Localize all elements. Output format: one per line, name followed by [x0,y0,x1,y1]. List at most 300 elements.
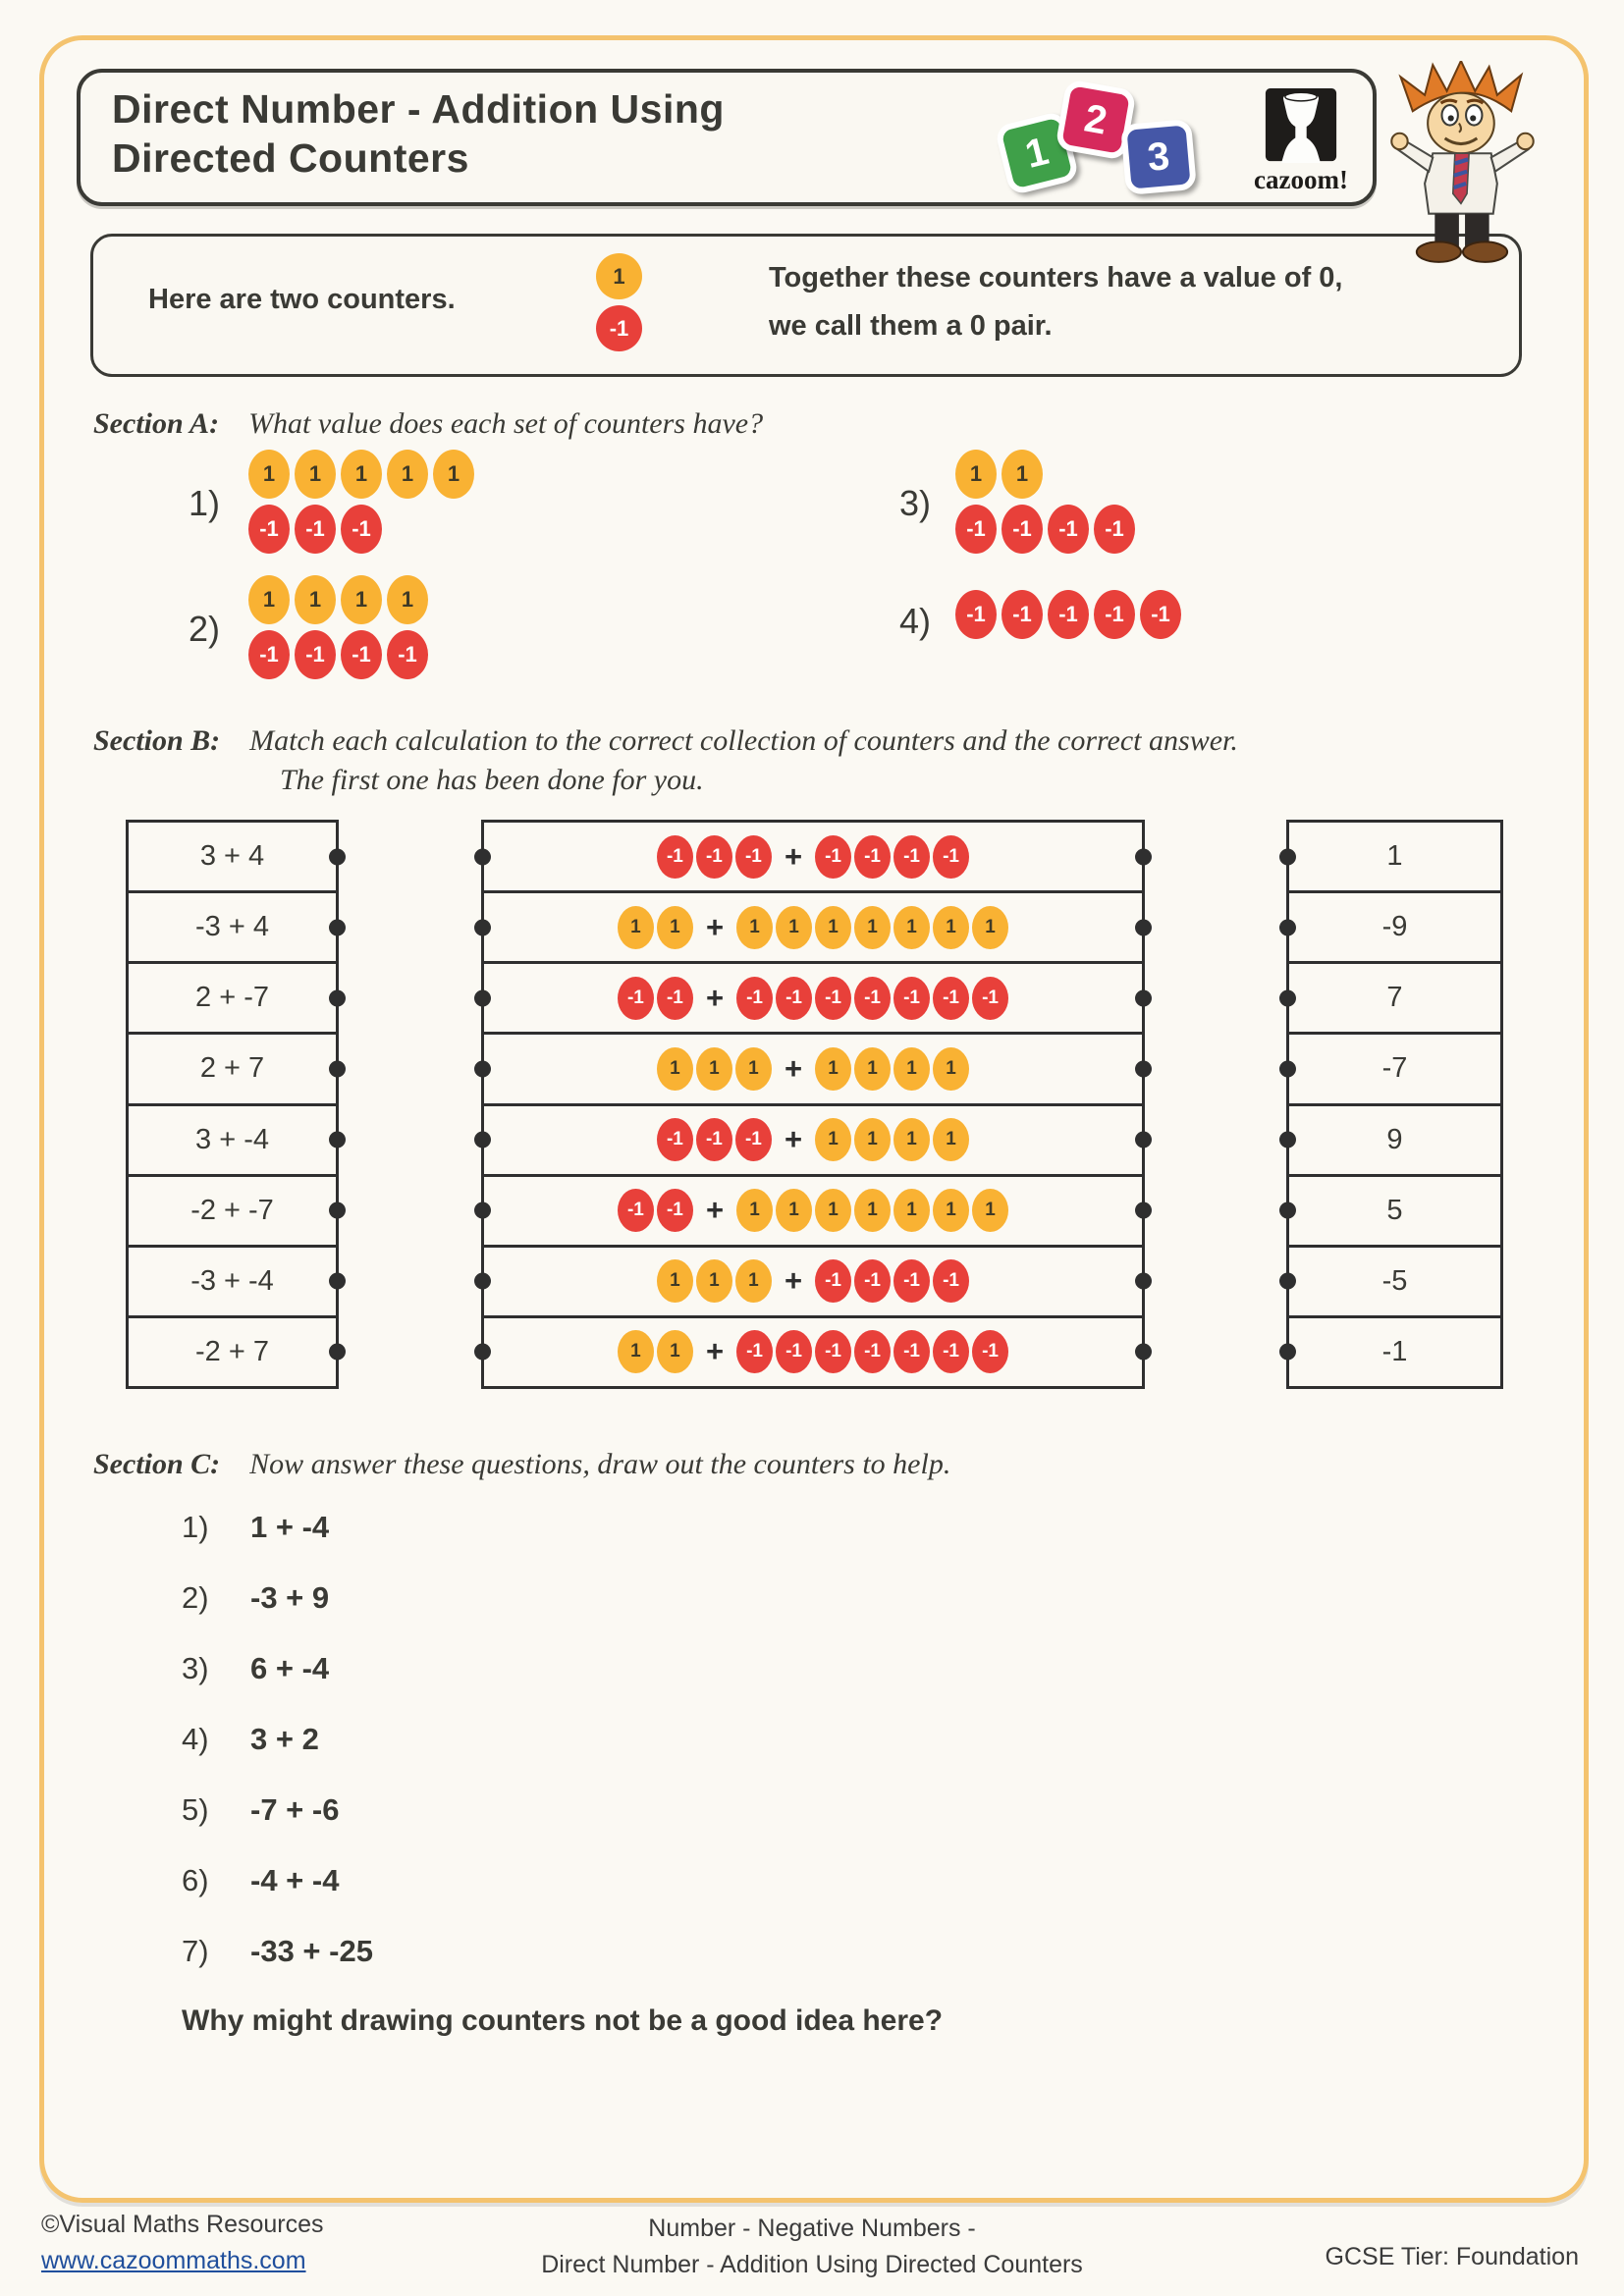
negative-counter [776,1330,812,1373]
answer-label: 7 [1386,982,1403,1014]
calculation-label: -3 + -4 [190,1264,274,1297]
positive-counter [776,906,812,949]
counter-value: 1 [946,916,956,937]
counter-value: -1 [903,1270,920,1292]
positive-counter [854,1189,891,1232]
connector-dot [1279,1202,1296,1219]
answer-label: -5 [1381,1264,1408,1297]
negative-counter [248,630,290,679]
calculation-cell [129,1248,336,1318]
question-expression: -33 + -25 [250,1934,373,1968]
counter-value: 1 [447,461,460,486]
counter-value: -1 [398,642,417,667]
connector-dot [329,1202,346,1219]
negative-counter [341,630,382,679]
123-tiles-logo [1001,86,1208,194]
counter-value: 1 [354,461,368,486]
counter-row [248,575,428,624]
item-4-number: 4) [899,601,932,641]
counter-value: -1 [705,845,723,867]
matching-calculations-column [126,820,339,1389]
counter-value: -1 [609,315,629,341]
positive-counter [433,450,474,499]
counter-row [955,450,1135,499]
answer-label: 9 [1386,1123,1403,1155]
connector-dot [329,1273,346,1290]
positive-counter [854,1047,891,1091]
connector-dot [1279,1132,1296,1148]
positive-counter [893,906,930,949]
counter-value: -1 [982,987,999,1008]
counter-value: -1 [705,1129,723,1150]
counter-value: -1 [746,987,763,1008]
negative-counter [696,835,732,879]
copyright-text: ©Visual Maths Resources [41,2211,324,2238]
counter-value: -1 [666,1200,683,1221]
logo-tile-2: 2 [1055,79,1136,160]
section-c-label: Section C: [93,1448,221,1480]
counter-value: 1 [828,916,839,937]
item-4-counters [955,590,1181,645]
question-number: 5) [182,1792,209,1827]
negative-counter [893,835,930,879]
counter-group-second [815,1259,969,1303]
negative-counter [815,1259,851,1303]
negative-counter [933,835,969,879]
counter-collection-cell [484,1318,1142,1386]
positive-counter [657,1047,693,1091]
counter-value: 1 [867,1200,878,1221]
connector-dot [1135,1132,1152,1148]
positive-counter [295,450,336,499]
item-3-number: 3) [899,483,932,523]
connector-dot [329,1060,346,1077]
answer-label: -9 [1381,911,1408,943]
counter-value: -1 [1151,602,1170,626]
question-expression: 3 + 2 [250,1722,319,1756]
counter-value: -1 [943,1341,959,1362]
counter-group-second [736,977,1008,1020]
counter-value: 1 [262,587,276,612]
counter-value: 1 [709,1270,720,1292]
question-expression: 1 + -4 [250,1510,330,1544]
answer-cell [1289,1318,1500,1386]
positive-counter [933,906,969,949]
counter-value: -1 [966,602,986,626]
answer-cell [1289,823,1500,893]
connector-dot [1135,1344,1152,1361]
connector-dot [329,1132,346,1148]
section-a-heading [93,407,763,441]
counter-group-first [618,906,693,949]
answer-cell [1289,1035,1500,1105]
positive-counter [972,906,1008,949]
negative-counter [854,1259,891,1303]
counter-collection-cell [484,1106,1142,1177]
item-2-counters [248,575,428,685]
section-c-heading [93,1448,950,1481]
counter-group-second [815,1118,969,1161]
negative-counter [854,835,891,879]
counter-row [955,590,1181,639]
question-row [182,1792,943,1828]
negative-counter [1140,590,1181,639]
negative-counter [657,835,693,879]
negative-counter [1048,505,1089,554]
counter-group-second [736,1189,1008,1232]
negative-counter [696,1118,732,1161]
question-number: 1) [182,1510,209,1544]
section-b-instruction-2: The first one has been done for you. [280,764,704,796]
counter-value: -1 [744,1129,762,1150]
counter-row [248,450,474,499]
counter-value: -1 [785,987,802,1008]
counter-value: -1 [864,1341,881,1362]
matching-counters-column [481,820,1145,1389]
counter-value: -1 [666,1129,683,1150]
positive-counter [893,1118,930,1161]
calculation-cell [129,964,336,1035]
cazoom-drum-icon [1264,88,1338,165]
connector-dot [1135,989,1152,1006]
footer-left [41,2207,324,2279]
negative-counter [736,1330,773,1373]
counter-value: 1 [748,1057,759,1079]
counter-value: -1 [305,642,325,667]
calculation-cell [129,893,336,964]
counter-value: -1 [943,987,959,1008]
connector-dot [1135,848,1152,865]
counter-value: 1 [828,1200,839,1221]
connector-dot [474,848,491,865]
positive-counter [933,1118,969,1161]
connector-dot [1279,1344,1296,1361]
negative-counter [1094,590,1135,639]
positive-counter [618,1330,654,1373]
item-2-number: 2) [189,609,221,649]
negative-counter [776,977,812,1020]
section-c-question-list [182,1510,943,2038]
negative-counter [972,977,1008,1020]
positive-counter [776,1189,812,1232]
negative-counter [657,1189,693,1232]
counter-collection-cell [484,964,1142,1035]
connector-dot [474,989,491,1006]
question-expression: 6 + -4 [250,1651,330,1685]
counter-value: 1 [401,587,414,612]
question-row [182,1934,943,1969]
counter-value: 1 [788,916,799,937]
connector-dot [474,1273,491,1290]
plus-sign: + [705,1334,725,1369]
connector-dot [1279,989,1296,1006]
info-right-line1: Together these counters have a value of 0, [769,262,1343,294]
counter-value: 1 [867,916,878,937]
negative-counter [295,630,336,679]
positive-counter [618,906,654,949]
positive-counter [735,1259,772,1303]
logo-tile-1: 1 [994,110,1079,195]
connector-dot [474,1344,491,1361]
counter-value: -1 [864,845,881,867]
counter-value: 1 [670,916,680,937]
cazoom-logo [1237,88,1365,195]
section-b-heading [93,724,1488,797]
counter-group-first [657,1118,772,1161]
negative-counter [618,1189,654,1232]
counter-value: 1 [867,1057,878,1079]
negative-counter [893,1330,930,1373]
plus-sign: + [705,909,725,944]
calculation-cell [129,1318,336,1386]
answer-label: 5 [1386,1194,1403,1226]
counter-group-first [657,1259,772,1303]
calculation-label: 3 + -4 [195,1123,269,1155]
question-number: 6) [182,1863,209,1897]
counter-value: -1 [825,1341,841,1362]
plus-sign: + [784,1263,803,1299]
counter-value: -1 [825,987,841,1008]
connector-dot [1279,1060,1296,1077]
plus-sign: + [705,980,725,1015]
negative-counter [893,977,930,1020]
website-link[interactable]: www.cazoommaths.com [41,2247,306,2274]
question-row [182,1863,943,1898]
answer-label: -7 [1381,1052,1408,1085]
connector-dot [1279,919,1296,935]
negative-counter [735,1118,772,1161]
footer-center [321,2211,1303,2283]
counter-value: 1 [906,1057,917,1079]
counter-value: -1 [864,987,881,1008]
counter-value: 1 [354,587,368,612]
counter-value: -1 [1058,516,1078,541]
counter-value: -1 [943,845,959,867]
answer-label: 1 [1386,840,1403,873]
question-number: 7) [182,1934,209,1968]
answer-label: -1 [1381,1335,1408,1367]
positive-counter [815,906,851,949]
answer-cell [1289,1248,1500,1318]
negative-counter [295,505,336,554]
positive-counter [1001,450,1043,499]
positive-counter [596,253,642,299]
counter-value: 1 [906,1129,917,1150]
counter-value: -1 [982,1341,999,1362]
calculation-cell [129,1106,336,1177]
answer-cell [1289,964,1500,1035]
counter-group-first [618,1330,693,1373]
calculation-label: -2 + 7 [195,1335,269,1367]
counter-value: 1 [867,1129,878,1150]
negative-counter [735,835,772,879]
counter-value: -1 [785,1341,802,1362]
calculation-label: 2 + 7 [199,1052,265,1085]
counter-value: -1 [259,516,279,541]
counter-value: -1 [1058,602,1078,626]
connector-dot [329,989,346,1006]
negative-counter [815,977,851,1020]
followup-question: Why might drawing counters not be a good idea here? [182,2004,944,2037]
negative-counter [1001,590,1043,639]
positive-counter [248,450,290,499]
connector-dot [329,919,346,935]
calculation-label: -3 + 4 [195,911,269,943]
counter-value: -1 [864,1270,881,1292]
counter-collection-cell [484,823,1142,893]
calculation-label: 3 + 4 [199,840,265,873]
negative-counter [933,977,969,1020]
counter-group-second [815,1047,969,1091]
counter-value: 1 [906,916,917,937]
positive-counter [295,575,336,624]
footer-tier: GCSE Tier: Foundation [1325,2243,1579,2270]
counter-value: 1 [709,1057,720,1079]
question-expression: -4 + -4 [250,1863,340,1897]
negative-counter [854,1330,891,1373]
counter-value: 1 [749,1200,760,1221]
question-expression: -7 + -6 [250,1792,340,1827]
positive-counter [854,1118,891,1161]
counter-value: 1 [670,1341,680,1362]
question-number: 2) [182,1580,209,1615]
counter-value: -1 [825,1270,841,1292]
counter-value: -1 [1012,602,1032,626]
connector-dot [474,919,491,935]
negative-counter [933,1259,969,1303]
negative-counter [972,1330,1008,1373]
plus-sign: + [705,1193,725,1228]
connector-dot [1135,919,1152,935]
negative-counter [248,505,290,554]
connector-dot [474,1202,491,1219]
plus-sign: + [784,838,803,874]
page-title-line1: Direct Number - Addition Using [112,86,725,132]
counter-value: 1 [748,1270,759,1292]
positive-counter [248,575,290,624]
connector-dot [474,1060,491,1077]
negative-counter [893,1259,930,1303]
counter-value: 1 [828,1057,839,1079]
negative-counter [955,590,997,639]
connector-dot [329,848,346,865]
positive-counter [815,1118,851,1161]
negative-counter [815,835,851,879]
footer-topic-line1: Number - Negative Numbers - [648,2215,976,2242]
counter-value: -1 [825,845,841,867]
counter-collection-cell [484,893,1142,964]
negative-counter [736,977,773,1020]
counter-value: 1 [828,1129,839,1150]
counter-value: -1 [352,516,371,541]
counter-value: -1 [305,516,325,541]
counter-group-second [736,1330,1008,1373]
positive-counter [815,1047,851,1091]
counter-value: 1 [262,461,276,486]
answer-cell [1289,1106,1500,1177]
counter-value: 1 [401,461,414,486]
positive-counter [933,1047,969,1091]
section-c-question: Now answer these questions, draw out the counters to help. [249,1448,951,1480]
info-left-text: Here are two counters. [148,284,456,315]
negative-counter [955,505,997,554]
positive-counter [736,906,773,949]
counter-value: 1 [670,1057,680,1079]
counter-group-first [657,1047,772,1091]
cazoom-wordmark: cazoom! [1254,165,1348,194]
positive-counter [696,1259,732,1303]
item-3-counters [955,450,1135,560]
counter-value: 1 [946,1057,956,1079]
counter-value: 1 [969,461,983,486]
counter-value: 1 [788,1200,799,1221]
positive-counter [657,906,693,949]
counter-group-second [736,906,1008,949]
section-a-question: What value does each set of counters have? [248,407,764,440]
mascot-character [1382,61,1543,267]
counter-value: -1 [903,845,920,867]
counter-row [248,505,474,554]
negative-counter [657,1118,693,1161]
counter-value: -1 [943,1270,959,1292]
counter-group-second [815,835,969,879]
counter-value: 1 [985,916,996,937]
positive-counter [341,450,382,499]
item-1-number: 1) [189,483,221,523]
connector-dot [1135,1202,1152,1219]
positive-counter [854,906,891,949]
negative-counter [1001,505,1043,554]
plus-sign: + [784,1050,803,1086]
question-row [182,1510,943,1545]
counter-value: -1 [626,987,644,1008]
counter-value: 1 [906,1200,917,1221]
counter-value: -1 [903,987,920,1008]
intro-info-box [90,234,1522,377]
counter-value: -1 [352,642,371,667]
title-box [77,69,1377,206]
connector-dot [1135,1060,1152,1077]
section-b-label: Section B: [93,724,221,757]
counter-value: -1 [1105,516,1124,541]
question-expression: -3 + 9 [250,1580,330,1615]
footer-topic-line2: Direct Number - Addition Using Directed Counters [541,2251,1083,2278]
info-right-text [769,254,1342,350]
counter-value: -1 [1012,516,1032,541]
counter-value: 1 [749,916,760,937]
counter-value: 1 [1015,461,1029,486]
connector-dot [1279,848,1296,865]
counter-row [955,505,1135,554]
negative-counter [854,977,891,1020]
answer-cell [1289,1177,1500,1248]
counter-value: 1 [630,916,641,937]
positive-counter [657,1259,693,1303]
zero-pair-counters [596,253,642,351]
connector-dot [329,1344,346,1361]
question-number: 3) [182,1651,209,1685]
positive-counter [972,1189,1008,1232]
positive-counter [696,1047,732,1091]
section-b-instruction-1: Match each calculation to the correct collection of counters and the correct answer. [249,724,1238,757]
positive-counter [815,1189,851,1232]
counter-collection-cell [484,1035,1142,1105]
counter-value: -1 [746,1341,763,1362]
positive-counter [893,1047,930,1091]
counter-value: -1 [259,642,279,667]
matching-answers-column [1286,820,1503,1389]
counter-value: 1 [985,1200,996,1221]
